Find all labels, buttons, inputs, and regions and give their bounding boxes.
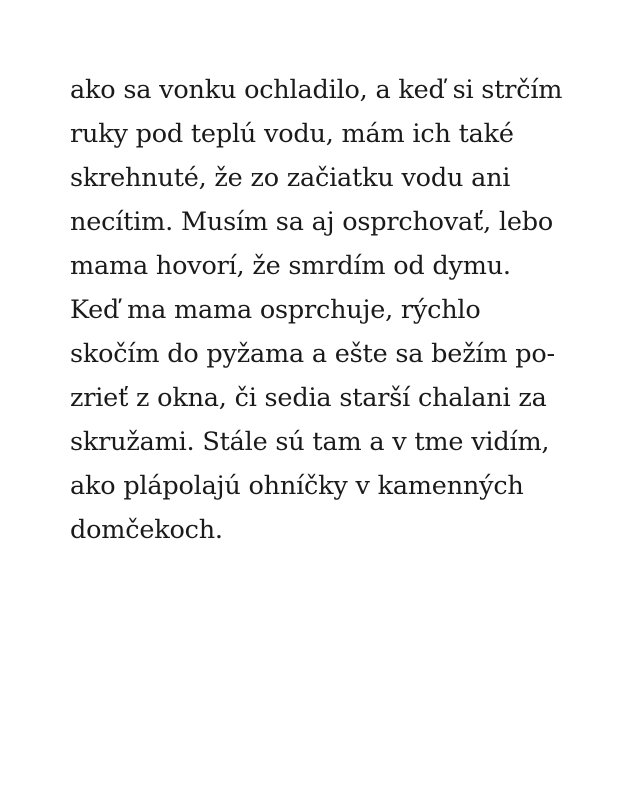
text-line: zrieť z okna, či sedia starší chalani za bbox=[70, 383, 547, 413]
body-text bbox=[70, 68, 610, 552]
text-line: skrehnuté, že zo začiatku vodu ani bbox=[70, 163, 511, 193]
text-line: ako plápolajú ohníčky v kamenných bbox=[70, 471, 524, 501]
text-line: necítim. Musím sa aj osprchovať, lebo bbox=[70, 207, 554, 237]
text-line: skočím do pyžama a ešte sa bežím po- bbox=[70, 339, 555, 369]
text-line: mama hovorí, že smrdím od dymu. bbox=[70, 251, 511, 281]
text-line: domčekoch. bbox=[70, 515, 223, 545]
text-line: Keď ma mama osprchuje, rýchlo bbox=[70, 295, 481, 325]
text-line: ruky pod teplú vodu, mám ich také bbox=[70, 119, 514, 149]
text-line: skružami. Stále sú tam a v tme vidím, bbox=[70, 427, 550, 457]
text-line: ako sa vonku ochladilo, a keď si strčím bbox=[70, 75, 563, 105]
